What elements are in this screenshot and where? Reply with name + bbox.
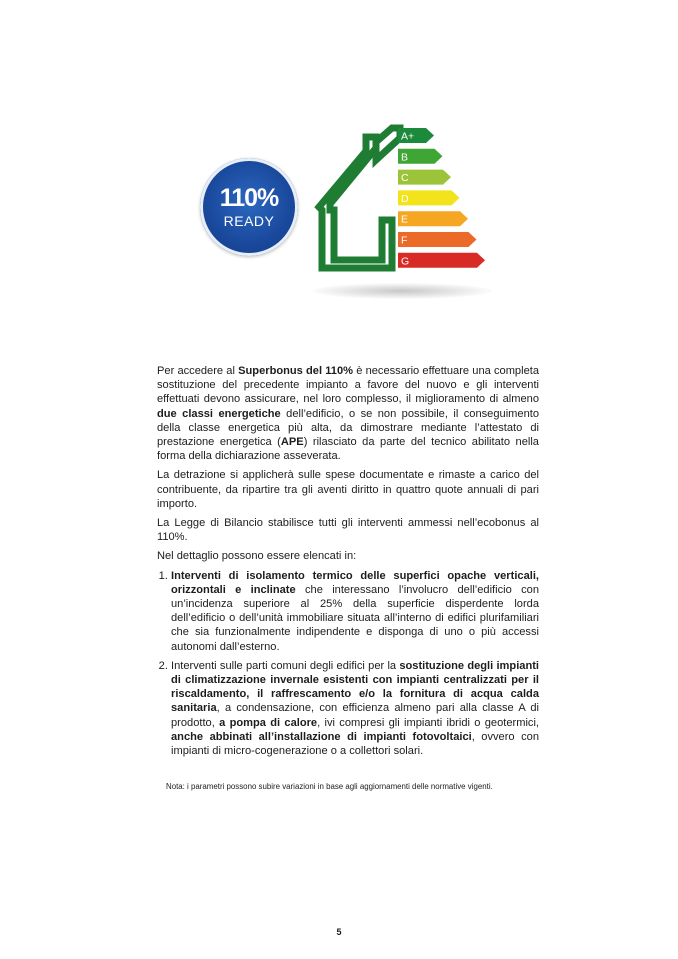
superbonus-110-ready-badge — [200, 158, 298, 256]
energy-class-label: G — [401, 255, 410, 268]
footnote: Nota: i parametri possono subire variazioni in base agli aggiornamenti delle normative vigenti. — [166, 782, 493, 791]
energy-class-label: A+ — [401, 130, 415, 143]
budget-law-paragraph: La Legge di Bilancio stabilisce tutti gli interventi ammessi nell’ecobonus al 110%. — [157, 517, 539, 544]
deduction-paragraph: La detrazione si applicherà sulle spese documentate e rimaste a carico del contribuente, da ripartire tra gli aventi diritto in quattro quote annuali di pari importo. — [157, 469, 539, 510]
energy-class-label: E — [401, 213, 409, 226]
badge-percent: 110% — [219, 184, 279, 212]
energy-class-bar-f — [398, 232, 477, 247]
energy-class-label: B — [401, 151, 409, 164]
details-paragraph: Nel dettaglio possono essere elencati in: — [157, 550, 357, 563]
energy-class-bar-e — [398, 211, 468, 226]
intro-paragraph: Per accedere al Superbonus del 110% è necessario effettuare una completa sostituzione del precedente impianto a favore del nuovo e gli interventi effettuati devono assicurare, nel loro complesso, il miglioramento di almeno due classi energetiche dell’edificio, o se non possibile, il conseguimento della classe energetica più alta, da dimostrare mediante l’attestato di prestazione energetica (APE) rilasciato da parte del tecnico abilitato nella forma della dichiarazione asseverata. — [157, 365, 539, 463]
interventions-list — [157, 569, 539, 759]
list-item: 2. Interventi sulle parti comuni degli edifici per la sostituzione degli impianti di climatizzazione invernale esistenti con impianti centralizzati per il riscaldamento, il raffrescamento e/o la fornitura di acqua calda sanitaria, a condensazione, con efficienza almeno pari alla classe A di prodotto, a pompa di calore, ivi compresi gli impianti ibridi o geotermici, anche abbinati all’installazione di impianti fotovoltaici, ovvero con impianti di micro-cogenerazione o a collettori solari. — [171, 659, 539, 758]
list-item: 1. Interventi di isolamento termico delle superfici opache verticali, orizzontali e inclinate che interessano l’involucro dell’edificio con un’incidenza superiore al 25% della superficie disperdente lorda dell’edificio o dell’unità immobiliare situata all’interno di edifici plurifamiliari che sia funzionalmente indipendente e disponga di uno o più accessi autonomi dall’esterno. — [171, 569, 539, 654]
energy-class-bar-g — [398, 253, 485, 268]
body-text — [157, 364, 539, 763]
energy-class-label: C — [401, 172, 409, 185]
page-number: 5 — [336, 927, 342, 937]
badge-label: READY — [223, 213, 275, 229]
energy-class-label: F — [401, 234, 408, 247]
energy-class-graphic — [310, 120, 510, 310]
energy-class-label: D — [401, 192, 409, 205]
house-outline-icon — [319, 128, 400, 268]
energy-class-scale — [398, 128, 485, 268]
